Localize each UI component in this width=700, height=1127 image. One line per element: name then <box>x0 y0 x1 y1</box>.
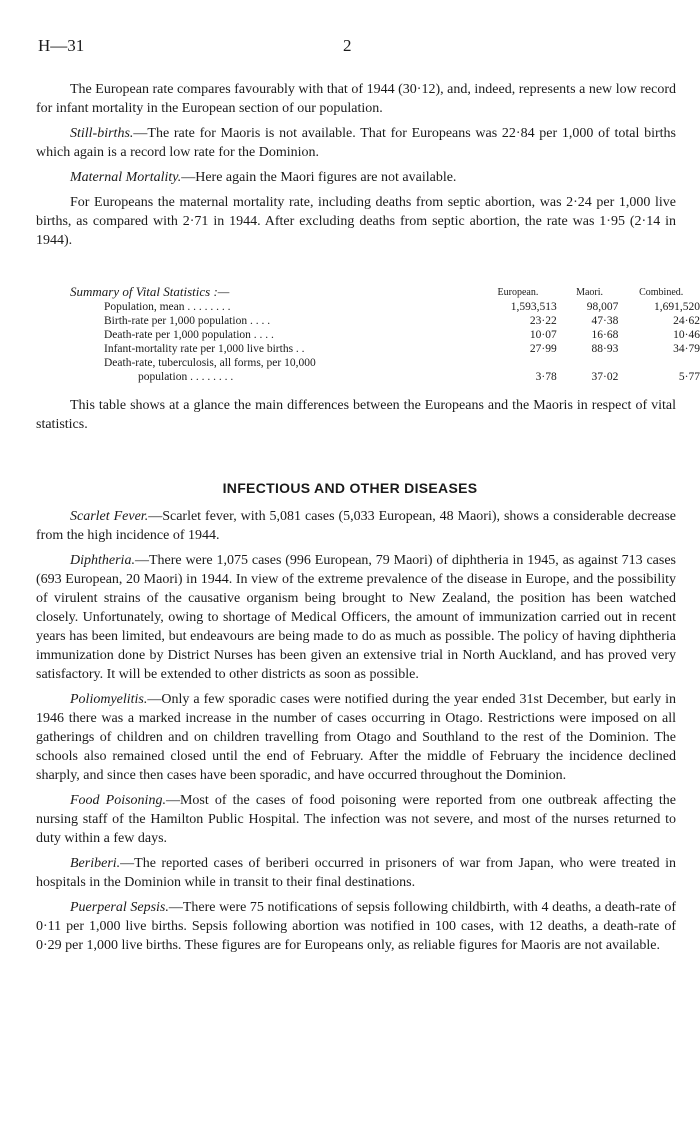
paragraph-lead: Puerperal Sepsis. <box>70 900 169 915</box>
table-row <box>70 370 700 384</box>
paragraph-food-poisoning: Food Poisoning.—Most of the cases of food poisoning were reported from one outbreak affecting the nursing staff of the Hamilton Public Hospital. The infection was not severe, and most of the nurses returned to duty within a few days. <box>36 793 676 846</box>
cell-european: 23·22 <box>529 315 557 327</box>
table-note-section <box>36 396 676 434</box>
intro-section <box>36 80 676 250</box>
paragraph-lead: Poliomyelitis. <box>70 692 148 707</box>
cell-combined: 1,691,520 <box>654 301 700 313</box>
column-header: Maori. <box>576 287 604 298</box>
cell-maori: 16·68 <box>591 329 619 341</box>
table-row <box>70 356 700 370</box>
paragraph-lead: Food Poisoning. <box>70 793 166 808</box>
disease-section <box>36 507 676 955</box>
paragraph-lead: Still-births. <box>70 126 134 141</box>
paragraph-maternal-mortality: Maternal Mortality.—Here again the Maori figures are not available. <box>70 170 457 185</box>
table-row <box>70 300 700 314</box>
table-row <box>70 314 700 328</box>
column-header: European. <box>497 287 539 298</box>
vital-statistics-table <box>70 285 700 384</box>
report-reference: H—31 <box>38 36 85 55</box>
paragraph-diphtheria: Diphtheria.—There were 1,075 cases (996 European, 79 Maori) of diphtheria in 1945, as against 713 cases (693 European, 20 Maori) in 1944. In view of the extreme prevalence of the disease in Europe, and the possibility of virulent strains of the causative organism being brought to New Zealand, the position has been watched closely. Unfortunately, owing to shortage of Medical Officers, the amount of immunization carried out in recent years has been limited, but endeavours are being made to do as much as possible. The policy of having diphtheria immunization done by District Nurses has been given an extensive trial in North Auckland, and has proved very satisfactory. It will be extended to other districts as soon as possible. <box>36 553 676 682</box>
table-row <box>70 328 700 342</box>
cell-combined: 10·46 <box>673 329 700 341</box>
paragraph-poliomyelitis: Poliomyelitis.—Only a few sporadic cases were notified during the year ended 31st December, but early in 1946 there was a marked increase in the number of cases occurring in Otago. Restrictions were imposed on all gatherings of children and on children travelling from Otago and Southland to the rest of the Dominion. The schools also remained closed until the end of February. After the middle of February the incidence declined sharply, and since then cases have been sporadic, and have occurred throughout the Dominion. <box>36 692 676 783</box>
row-label: Death-rate per 1,000 population . . . . <box>104 329 274 341</box>
cell-combined: 24·62 <box>673 315 700 327</box>
paragraph-still-births: Still-births.—The rate for Maoris is not available. That for Europeans was 22·84 per 1,000 of total births which again is a record low rate for the Dominion. <box>36 126 676 160</box>
row-label: population . . . . . . . . <box>138 371 234 383</box>
table-row <box>70 342 700 356</box>
section-heading: INFECTIOUS AND OTHER DISEASES <box>222 480 478 496</box>
cell-european: 27·99 <box>529 343 557 355</box>
paragraph-lead: Scarlet Fever. <box>70 509 149 524</box>
cell-maori: 37·02 <box>591 371 619 383</box>
cell-maori: 88·93 <box>591 343 619 355</box>
cell-european: 1,593,513 <box>510 301 557 313</box>
paragraph-lead: Beriberi. <box>70 856 121 871</box>
paragraph-european-maternal: For Europeans the maternal mortality rate, including deaths from septic abortion, was 2·24 per 1,000 live births, as compared with 2·71 in 1944. After excluding deaths from septic abortion, the rate was 1·95 (2·14 in 1944). <box>36 195 676 248</box>
cell-european: 3·78 <box>535 371 557 383</box>
column-header: Combined. <box>639 287 684 298</box>
page-number: 2 <box>343 36 352 55</box>
paragraph-lead: Diphtheria. <box>70 553 135 568</box>
row-label: Death-rate, tuberculosis, all forms, per 10,000 <box>104 357 316 369</box>
paragraph-lead: Maternal Mortality. <box>70 170 182 185</box>
cell-maori: 98,007 <box>586 301 619 313</box>
cell-combined: 34·79 <box>673 343 700 355</box>
cell-maori: 47·38 <box>591 315 619 327</box>
paragraph-infant-mortality: The European rate compares favourably with that of 1944 (30·12), and, indeed, represents a new low record for infant mortality in the European section of our population. <box>36 82 676 116</box>
table-header-row <box>70 285 700 300</box>
paragraph-puerperal-sepsis: Puerperal Sepsis.—There were 75 notifications of sepsis following childbirth, with 4 deaths, a death-rate of 0·11 per 1,000 live births. Sepsis following abortion was notified in 100 cases, with 12 deaths, a death-rate of 0·29 per 1,000 live births. These figures are for Europeans only, as reliable figures for Maoris are not available. <box>36 900 676 953</box>
row-label: Birth-rate per 1,000 population . . . . <box>104 315 271 327</box>
paragraph-beriberi: Beriberi.—The reported cases of beriberi occurred in prisoners of war from Japan, who were treated in hospitals in the Dominion while in transit to their final destinations. <box>36 856 676 890</box>
summary-title: Summary of Vital Statistics :— <box>70 284 230 299</box>
cell-combined: 5·77 <box>678 371 700 383</box>
row-label: Population, mean . . . . . . . . <box>104 301 231 313</box>
paragraph-scarlet-fever: Scarlet Fever.—Scarlet fever, with 5,081 cases (5,033 European, 48 Maori), shows a considerable decrease from the high incidence of 1944. <box>36 509 676 543</box>
paragraph-table-note: This table shows at a glance the main differences between the Europeans and the Maoris in respect of vital statistics. <box>36 398 676 432</box>
cell-european: 10·07 <box>529 329 557 341</box>
row-label: Infant-mortality rate per 1,000 live births . . <box>104 343 305 355</box>
